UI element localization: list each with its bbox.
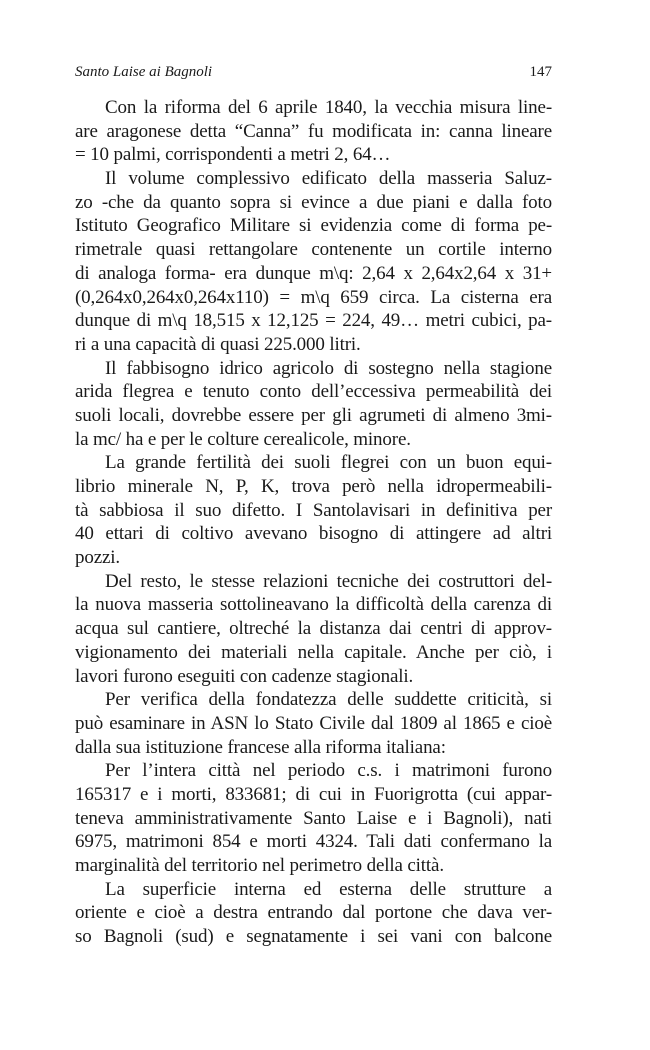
- text-line: are aragonese detta “Canna” fu modificata in: canna lineare: [75, 120, 552, 142]
- text-line: oriente e cioè a destra entrando dal portone che dava ver-: [75, 902, 552, 924]
- text-line: pozzi.: [75, 547, 120, 569]
- text-line: acqua sul cantiere, oltreché la distanza dai centri di approv-: [75, 618, 552, 640]
- text-line: zo -che da quanto sopra si evince a due piani e dalla foto: [75, 191, 552, 213]
- text-line: La superficie interna ed esterna delle strutture a: [105, 878, 552, 900]
- text-line: 6975, matrimoni 854 e morti 4324. Tali dati confermano la: [75, 831, 552, 853]
- text-line: Del resto, le stesse relazioni tecniche dei costruttori del-: [105, 570, 552, 592]
- paragraph: [75, 688, 552, 759]
- text-line: Istituto Geografico Militare si evidenzia come di forma pe-: [75, 215, 552, 237]
- running-header-title: Santo Laise ai Bagnoli: [75, 64, 213, 80]
- paragraph: [75, 759, 552, 877]
- text-line: (0,264x0,264x0,264x110) = m\q 659 circa. La cisterna era: [75, 286, 552, 308]
- text-line: può esaminare in ASN lo Stato Civile dal 1809 al 1865 e cioè: [75, 712, 552, 734]
- text-line: dalla sua istituzione francese alla riforma italiana:: [75, 736, 446, 758]
- text-line: teneva amministrativamente Santo Laise e i Bagnoli), nati: [75, 807, 552, 829]
- text-line: Per verifica della fondatezza delle suddette criticità, si: [105, 689, 552, 711]
- text-line: la mc/ ha e per le colture cerealicole, minore.: [75, 428, 411, 450]
- text-line: Con la riforma del 6 aprile 1840, la vecchia misura line-: [105, 97, 552, 118]
- text-line: 40 ettari di coltivo avevano bisogno di attingere ad altri: [75, 523, 552, 545]
- text-line: Il volume complessivo edificato della masseria Saluz-: [105, 168, 552, 190]
- text-line: 165317 e i morti, 833681; di cui in Fuorigrotta (cui appar-: [75, 783, 552, 805]
- paragraph: [75, 570, 552, 688]
- text-line: rimetrale quasi rettangolare contenente un cortile interno: [75, 239, 552, 261]
- text-line: librio minerale N, P, K, trova però nella idropermeabili-: [75, 476, 552, 497]
- body-text: [75, 96, 552, 949]
- paragraph: [75, 96, 552, 167]
- text-line: vigionamento dei materiali nella capitale. Anche per ciò, i: [75, 641, 552, 663]
- text-line: La grande fertilità dei suoli flegrei con un buon equi-: [105, 452, 552, 474]
- text-line: so Bagnoli (sud) e segnatamente i sei vani con balcone: [75, 926, 552, 948]
- text-line: dunque di m\q 18,515 x 12,125 = 224, 49… metri cubici, pa-: [75, 310, 552, 332]
- text-line: tà sabbiosa il suo difetto. I Santolavisari in definitiva per: [75, 499, 552, 521]
- text-line: suoli locali, dovrebbe essere per gli agrumeti di almeno 3mi-: [75, 404, 552, 426]
- paragraph: [75, 451, 552, 569]
- text-line: la nuova masseria sottolineavano la difficoltà della carenza di: [75, 594, 552, 616]
- text-line: ri a una capacità di quasi 225.000 litri.: [75, 333, 361, 355]
- paragraph: [75, 357, 552, 452]
- text-line: = 10 palmi, corrispondenti a metri 2, 64…: [75, 144, 391, 166]
- text-line: Il fabbisogno idrico agricolo di sostegno nella stagione: [105, 357, 552, 379]
- text-line: marginalità del territorio nel perimetro della città.: [75, 855, 444, 876]
- page-number: 147: [529, 64, 552, 80]
- paragraph: [75, 167, 552, 357]
- text-line: di analoga forma- era dunque m\q: 2,64 x 2,64x2,64 x 31+: [75, 262, 552, 284]
- text-line: lavori furono eseguiti con cadenze stagionali.: [75, 665, 414, 687]
- paragraph: [75, 878, 552, 949]
- running-header: [75, 62, 552, 84]
- text-line: arida flegrea e tenuto conto dell’eccessiva permeabilità dei: [75, 381, 552, 403]
- text-line: Per l’intera città nel periodo c.s. i matrimoni furono: [105, 760, 552, 782]
